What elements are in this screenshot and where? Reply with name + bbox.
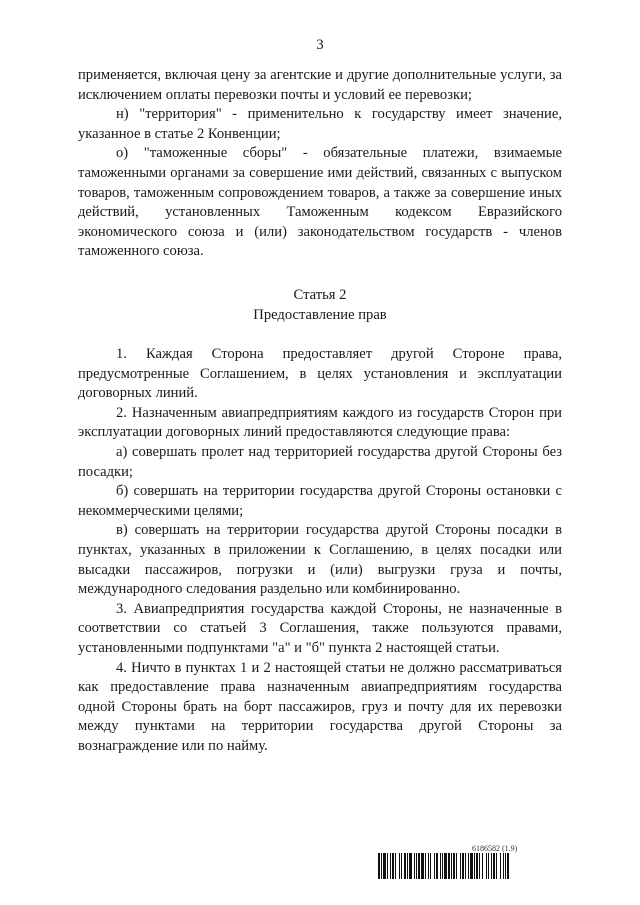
- subparagraph-c: в) совершать на территории государства другой Стороны посадки в пунктах, указанных в приложении к Соглашению, в целях посадки или высадки пассажиров, погрузки и (или) выгрузки груза и почты, международного следования раздельно или комбинированно.: [78, 522, 562, 598]
- subparagraph-a: а) совершать пролет над территорией государства другой Стороны без посадки;: [78, 443, 562, 480]
- page-number: 3: [316, 37, 324, 53]
- article-body: [78, 345, 562, 756]
- article-number: Статья 2: [293, 287, 347, 303]
- barcode-label: 6186582 (1.9): [472, 844, 518, 853]
- paragraph-1: 1. Каждая Сторона предоставляет другой Стороне права, предусмотренные Соглашением, в целях установления и эксплуатации договорных линий.: [78, 346, 562, 402]
- subparagraph-b: б) совершать на территории государства другой Стороны остановки с некоммерческими целями;: [78, 483, 562, 519]
- paragraph-3: 3. Авиапредприятия государства каждой Стороны, не назначенные в соответствии со статьей 3 Соглашения, также пользуются правами, установленными подпунктами "а" и "б" пункта 2 настоящей статьи.: [78, 600, 562, 656]
- article-title: Предоставление прав: [253, 307, 387, 323]
- paragraph-territory: н) "территория" - применительно к государству имеет значение, указанное в статье 2 Конвенции;: [78, 106, 562, 142]
- paragraph-agency-services: применяется, включая цену за агентские и другие дополнительные услуги, за исключением оплаты перевозки почты и условий ее перевозки;: [78, 67, 562, 103]
- paragraph-customs-fees: о) "таможенные сборы" - обязательные платежи, взимаемые таможенными органами за совершение ими действий, связанных с выпуском товаров, таможенным сопровождением товаров, а также за совершение иных действий, установленных Таможенным кодексом Евразийского экономического союза и (или) законодательством государств - членов таможенного союза.: [78, 145, 562, 260]
- paragraph-4: 4. Ничто в пунктах 1 и 2 настоящей статьи не должно рассматриваться как предоставление права назначенным авиапредприятиям государства одной Стороны брать на борт пассажиров, груз и почту для их перевозки между пунктами на территории государства другой Стороны за вознаграждение или по найму.: [78, 659, 562, 754]
- definitions-continuation: [78, 66, 562, 262]
- paragraph-2: 2. Назначенным авиапредприятиям каждого из государств Сторон при эксплуатации договорных линий предоставляются следующие права:: [78, 404, 562, 441]
- barcode-image: [378, 853, 562, 879]
